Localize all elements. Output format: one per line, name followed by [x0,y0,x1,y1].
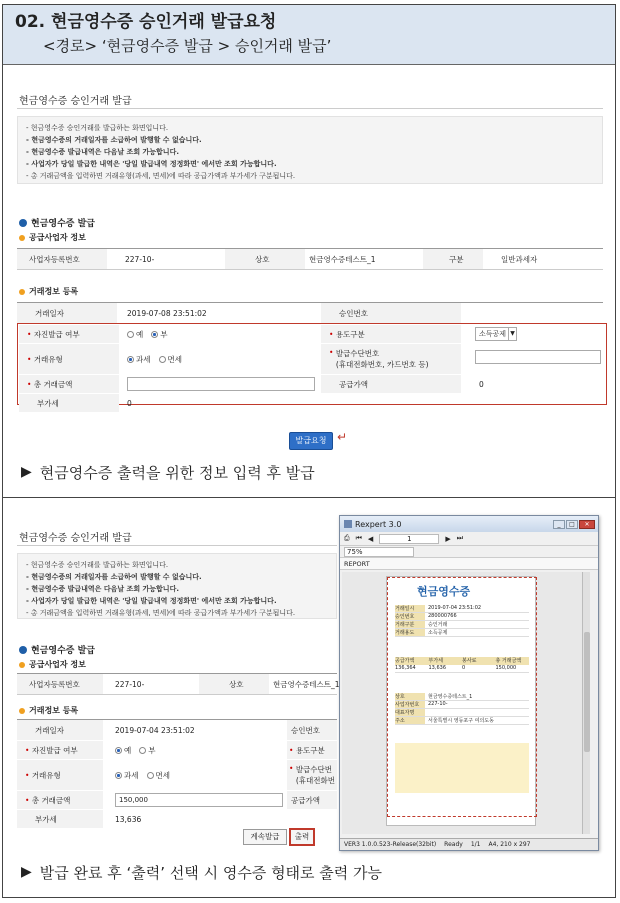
notice-line: - 총 거래금액을 입력하면 거래유형(과세, 면세)에 따라 공급가액과 부가세가 구분됩니다. [26,609,296,617]
receipt-seller-table [395,693,529,725]
radio-taxfree[interactable] [147,772,154,779]
section-title-text: 현금영수증 발급 [31,646,95,656]
radio-tax-label: 과세 [136,354,151,364]
tx-title [19,705,78,716]
bullet-icon [19,289,25,295]
bizno-value: 227-10- [125,254,155,264]
arrow-left-icon: ↵ [337,430,348,444]
type-label: 구분 [423,249,483,269]
vat-value: 13,636 [115,814,142,824]
receipt-row-label: 승인번호 [395,613,425,620]
purpose-label [287,741,337,759]
amount-value: 136,364 [395,665,416,671]
issue-request-button[interactable]: 발급요청 [289,432,333,450]
minimize-icon[interactable]: _ [553,520,565,529]
page-title: 현금영수증 승인거래 발급 [19,96,132,107]
type-value: 일반과세자 [501,254,538,264]
radio-no-label: 부 [160,329,168,339]
zoom-bar [340,546,598,558]
report-tab[interactable]: REPORT [340,558,598,570]
maximize-icon[interactable]: □ [566,520,578,529]
purpose-select-value: 소득공제 [479,330,507,338]
bizno-label: 사업자등록번호 [17,674,103,694]
bullet-icon [19,708,25,714]
vertical-scrollbar[interactable] [582,572,590,834]
receipt-row [395,605,529,613]
means-label-texts [296,764,335,786]
tx-title-text: 거래정보 등록 [29,706,79,715]
radio-yes-label: 예 [136,329,144,339]
required-mark: • [25,745,32,755]
approval-label: 승인번호 [287,720,337,740]
status-paper: A4, 210 x 297 [488,841,531,848]
required-mark: • [27,354,34,364]
tx-title-text: 거래정보 등록 [29,287,79,296]
amount-header: 공급가액 [395,658,415,664]
notice-box [17,116,603,184]
radio-tax[interactable] [127,356,134,363]
notice-box [17,553,337,619]
step-caption-1 [21,460,315,484]
receipt-row-label: 거래용도 [395,629,425,636]
guide-header [3,5,615,65]
purpose-select[interactable] [475,327,517,341]
guide-path: <경로> ‘현금영수증 발급 > 승인거래 발급’ [43,37,332,55]
report-titlebar [340,516,598,532]
approval-label: 승인번호 [321,303,461,323]
receipt-row-value: 서울특별시 영등포구 여의도동 [428,718,494,724]
receipt-row-value: 2019-07-04 23:51:02 [428,605,482,611]
tx-title [19,286,78,297]
print-button[interactable]: 출력 [289,828,315,846]
means-label-sub: (휴대전화번호, 카드번호 등) [335,360,429,369]
amount-header: 총 거래금액 [495,658,522,664]
report-statusbar [340,838,598,850]
required-mark: • [27,379,34,389]
receipt-row [395,693,529,701]
notice-line: - 현금영수증 승인거래를 발급하는 화면입니다. [26,561,169,569]
radio-no[interactable] [139,747,146,754]
bizno-value: 227-10- [115,679,145,689]
radio-tax[interactable] [115,772,122,779]
receipt-title: 현금영수증 [417,585,471,598]
receipt-row-value: 소득공제 [428,630,448,636]
required-mark: • [25,795,32,805]
radio-yes-label: 예 [124,745,132,755]
means-input[interactable] [475,350,601,364]
receipt-row-value: 227-10- [428,701,448,707]
page-title: 현금영수증 승인거래 발급 [19,533,132,544]
purpose-label-text: 용도구분 [295,745,325,755]
date-value: 2019-07-04 23:51:02 [115,725,195,735]
vat-label: 부가세 [17,810,103,828]
radio-tax-label: 과세 [124,770,139,780]
total-amount-input[interactable]: 150,000 [115,793,283,807]
notice-line: - 현금영수증 승인거래를 발급하는 화면입니다. [26,124,169,132]
tx-type-label-text: 거래유형 [33,354,63,364]
notice-line: - 사업자가 당일 발급한 내역은 '당일 발급내역 정정화면' 에서만 조회 가능합니다. [26,160,277,168]
total-amount-input[interactable] [127,377,315,391]
bullet-icon [19,235,25,241]
means-label-texts [336,348,429,370]
zoom-select[interactable]: 75% [344,547,414,557]
tx-type-label [19,344,119,374]
step-caption-1-text: 현금영수증 출력을 위한 정보 입력 후 발급 [39,463,315,482]
date-value: 2019-07-08 23:51:02 [127,308,207,318]
name-value: 현금영수증테스트_1 [309,254,376,264]
receipt-row-label: 주소 [395,717,425,724]
tx-type-label-text: 거래유형 [31,770,61,780]
tx-type-radios [127,344,182,374]
self-issue-label [19,325,119,343]
section-title [19,216,95,229]
receipt-row-value: 현금영수증테스트_1 [428,694,473,700]
close-icon[interactable]: ✕ [579,520,595,529]
window-controls [553,520,595,529]
means-label [287,760,337,790]
receipt-info-table [395,605,529,637]
report-toolbar [340,532,598,546]
next-page-icon[interactable]: ▶ [445,534,451,543]
date-label: 거래일자 [17,303,117,323]
name-label: 상호 [225,249,305,269]
receipt-row-label: 사업자번호 [395,701,425,708]
self-issue-label [17,741,103,759]
bizno-label: 사업자등록번호 [17,249,107,269]
self-issue-label-text: 자진발급 여부 [31,745,78,755]
continue-issue-button[interactable]: 계속발급 [243,829,287,845]
amount-value: 13,636 [428,665,446,671]
report-viewer-window [339,515,599,851]
supply-value: 0 [479,379,484,389]
total-label [17,791,103,809]
radio-no[interactable] [151,331,158,338]
guide-title: 02. 현금영수증 승인거래 발급요청 [15,12,277,32]
report-canvas [342,572,590,834]
notice-line: - 현금영수증의 거래일자를 소급하여 발행할 수 없습니다. [26,573,202,581]
self-issue-radios [115,741,156,759]
page-number-field[interactable]: 1 [379,534,439,544]
status-version: VER3 1.0.0.523-Release(32bit) [344,841,437,848]
self-issue-radios [127,325,168,343]
total-label-text: 총 거래금액 [33,379,73,389]
prev-page-icon[interactable]: ◀ [367,534,374,543]
notice-line: - 현금영수증 발급내역은 다음날 조회 가능합니다. [26,585,179,593]
supply-label: 공급가액 [321,375,461,393]
merchant-title [19,659,86,670]
receipt-row [395,613,529,621]
receipt-row-label: 상호 [395,693,425,700]
amount-value: 150,000 [495,665,517,671]
tx-type-label [17,760,103,790]
first-page-icon[interactable]: ⏮ [355,534,362,542]
step-caption-2 [21,859,382,885]
supply-label: 공급가액 [287,791,337,809]
required-mark: • [289,745,296,755]
report-window-title: Rexpert 3.0 [355,519,402,529]
status-ready: Ready [444,841,463,848]
radio-yes[interactable] [115,747,122,754]
required-mark: • [27,329,34,339]
notice-line: - 사업자가 당일 발급한 내역은 '당일 발급내역 정정화면' 에서만 조회 가능합니다. [26,597,277,605]
chevron-down-icon: ▼ [508,328,516,340]
receipt-row [395,701,529,709]
amount-value-row [395,665,529,673]
amount-header-row [395,657,529,665]
receipt-row-value: 승인거래 [428,622,448,628]
receipt-row-label: 대표자명 [395,709,425,716]
step-caption-2-text: 발급 완료 후 ‘출력’ 선택 시 영수증 형태로 출력 가능 [39,863,383,882]
app-icon [344,520,352,528]
purpose-label-text: 용도구분 [335,329,365,339]
total-label-text: 총 거래금액 [31,795,71,805]
receipt-row [395,629,529,637]
amount-value: 0 [462,665,466,671]
merchant-title-text: 공급사업자 정보 [29,233,86,242]
receipt-row [395,621,529,629]
merchant-title [19,232,86,243]
triangle-right-icon: ▶ [21,864,32,880]
bullet-icon [19,662,25,668]
radio-taxfree-label: 면세 [155,770,170,780]
receipt-amount-table [395,657,529,673]
radio-no-label: 부 [148,745,156,755]
radio-taxfree[interactable] [159,356,166,363]
means-label-text: 발급수단번호 [335,349,380,358]
bullet-icon [19,646,27,654]
vat-value: 0 [127,398,132,408]
required-mark: • [25,770,32,780]
receipt-row-label: 거래구분 [395,621,425,628]
means-label [321,344,461,374]
last-page-icon[interactable]: ⏭ [456,534,464,542]
vat-label: 부가세 [19,394,119,412]
receipt-row-value: 280000766 [428,613,457,619]
purpose-label [321,325,461,343]
required-mark: • [329,348,336,357]
notice-line: - 총 거래금액을 입력하면 거래유형(과세, 면세)에 따라 공급가액과 부가세가 구분됩니다. [26,172,296,180]
self-issue-label-text: 자진발급 여부 [33,329,80,339]
receipt-footnote-box [395,743,529,793]
status-page: 1/1 [470,841,481,848]
scrollbar-thumb[interactable] [584,632,590,752]
receipt-row-label: 거래일시 [395,605,425,612]
notice-line: - 현금영수증의 거래일자를 소급하여 발행할 수 없습니다. [26,136,202,144]
means-label-sub: (휴대전화번 [295,776,335,785]
section-title [19,643,95,656]
amount-header: 봉사료 [462,658,477,664]
guide-frame [2,4,616,898]
total-label [19,375,119,393]
receipt-row [395,717,529,725]
step-panel-print [3,499,615,895]
name-label: 상호 [199,674,269,694]
receipt-page [386,576,536,826]
step-panel-input [3,66,615,498]
triangle-right-icon: ▶ [21,464,32,480]
required-mark: • [289,764,296,773]
means-label-text: 발급수단번 [295,765,333,774]
printer-icon[interactable]: ⎙ [344,534,350,542]
amount-header: 부가세 [428,658,443,664]
notice-line: - 현금영수증 발급내역은 다음날 조회 가능합니다. [26,148,179,156]
bullet-icon [19,219,27,227]
name-value: 현금영수증테스트_1 [273,679,340,689]
tx-type-radios [115,760,170,790]
merchant-title-text: 공급사업자 정보 [29,660,86,669]
required-mark: • [329,329,336,339]
receipt-row [395,709,529,717]
receipt-row-value [425,709,428,716]
radio-taxfree-label: 면세 [167,354,182,364]
date-label: 거래일자 [17,720,103,740]
section-title-text: 현금영수증 발급 [31,219,95,229]
radio-yes[interactable] [127,331,134,338]
